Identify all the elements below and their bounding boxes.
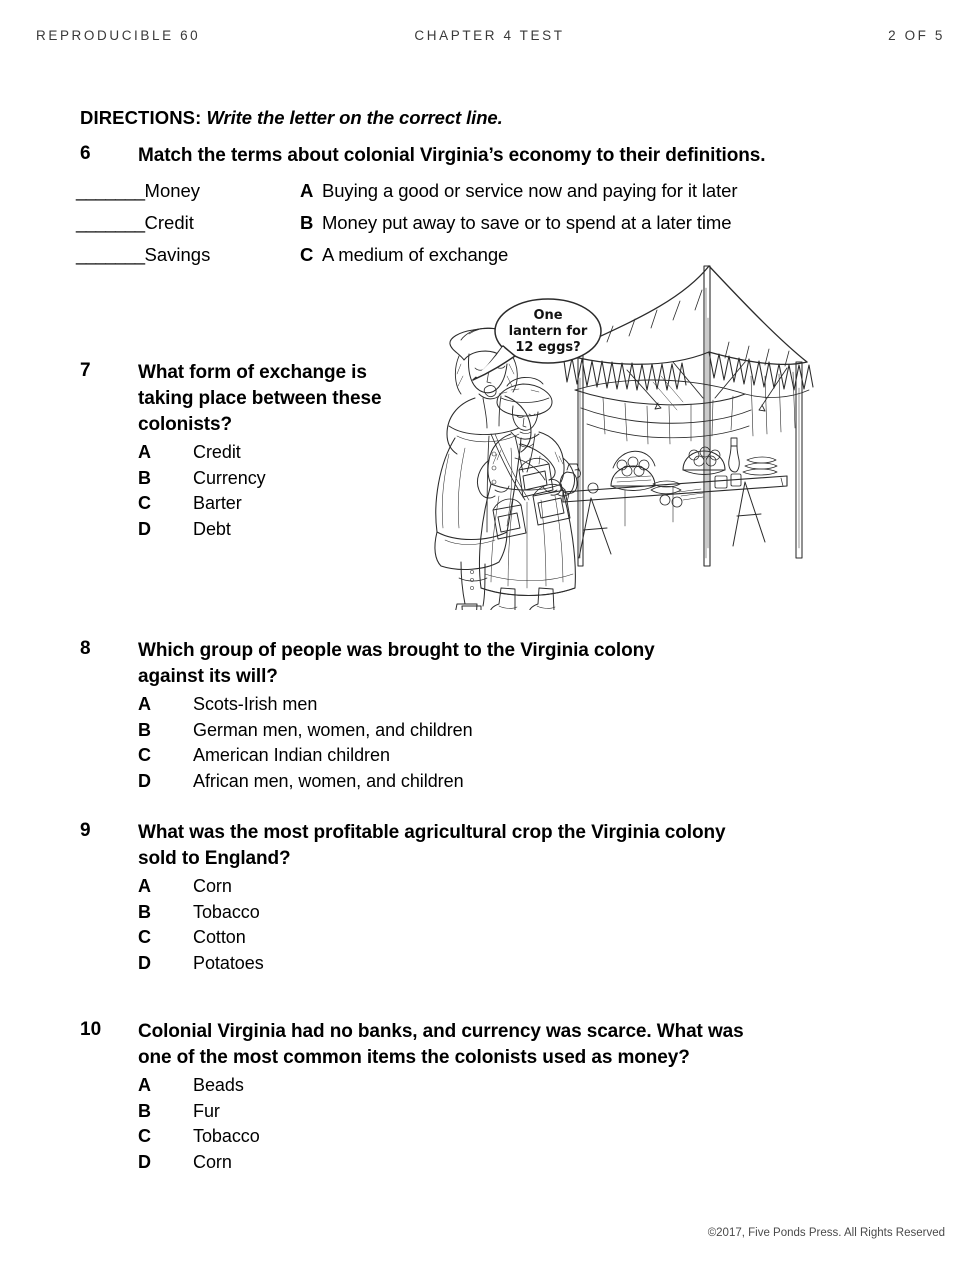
match-term-label: Credit	[144, 212, 194, 233]
choice-text: Beads	[193, 1075, 244, 1095]
match-definition-letter: A	[300, 180, 314, 201]
choice-text: Potatoes	[193, 952, 264, 973]
question-8-number: 8	[80, 638, 91, 659]
choice-letter: C	[138, 745, 151, 765]
directions-line	[80, 107, 503, 129]
match-definition-letter: B	[300, 212, 314, 233]
answer-blank[interactable]: _______	[76, 212, 145, 233]
answer-blank[interactable]: _______	[76, 180, 145, 201]
question-10-stem	[138, 1019, 744, 1071]
choice-letter: B	[138, 467, 151, 488]
running-head-left: REPRODUCIBLE 60	[36, 28, 201, 43]
choice-letter: C	[138, 1126, 151, 1146]
question-7-number: 7	[80, 360, 91, 381]
choice-text: Corn	[193, 876, 232, 896]
match-definition-text: Buying a good or service now and paying for it later	[322, 180, 738, 201]
choice-letter: D	[138, 1151, 151, 1172]
market-barter-illustration	[415, 258, 815, 610]
choice-text: African men, women, and children	[193, 770, 464, 791]
speech-bubble-line-3: 12 eggs?	[515, 340, 581, 355]
choice-letter: D	[138, 518, 151, 539]
question-6-number: 6	[80, 143, 91, 164]
match-term-row[interactable]	[76, 212, 210, 244]
match-term-label: Savings	[144, 244, 211, 265]
question-10-stem-line-2: one of the most common items the colonists used as money?	[138, 1047, 690, 1068]
choice-letter: D	[138, 770, 151, 791]
choice-letter: A	[138, 1075, 151, 1095]
match-definition-text: A medium of exchange	[322, 244, 509, 265]
directions-label: DIRECTIONS:	[80, 107, 202, 128]
choice-letter: B	[138, 1100, 151, 1121]
question-10-stem-line-1: Colonial Virginia had no banks, and currency was scarce. What was	[138, 1021, 744, 1042]
question-6-terms	[76, 180, 210, 276]
choice-text: Debt	[193, 518, 231, 539]
speech-bubble-line-1: One	[533, 308, 563, 323]
choice-text: Cotton	[193, 927, 246, 947]
speech-bubble-line-2: lantern for	[508, 324, 588, 339]
question-7-stem-line-1: What form of exchange is	[138, 362, 367, 383]
question-7-stem-line-3: colonists?	[138, 414, 233, 435]
question-8-stem	[138, 638, 655, 690]
running-head-right: 2 OF 5	[888, 28, 945, 43]
choice-text: Barter	[193, 493, 242, 513]
choice-text: Fur	[193, 1100, 220, 1121]
match-definition-text: Money put away to save or to spend at a later time	[322, 212, 732, 233]
running-head-center: CHAPTER 4 TEST	[414, 28, 565, 43]
match-term-row[interactable]	[76, 244, 210, 276]
choice-letter: A	[138, 876, 151, 896]
question-7-stem-line-2: taking place between these	[138, 388, 382, 409]
choice-text: American Indian children	[193, 745, 390, 765]
question-9-stem-line-2: sold to England?	[138, 848, 291, 869]
choice-text: Scots-Irish men	[193, 694, 318, 714]
question-9-stem	[138, 820, 725, 872]
question-8-stem-line-2: against its will?	[138, 666, 278, 687]
choice-letter: C	[138, 927, 151, 947]
choice-text: Credit	[193, 442, 241, 462]
choice-text: Tobacco	[193, 1126, 260, 1146]
choice-text: Currency	[193, 467, 266, 488]
copyright-footer: ©2017, Five Ponds Press. All Rights Reserved	[707, 1227, 945, 1239]
choice-letter: B	[138, 719, 151, 740]
question-9-number: 9	[80, 820, 91, 841]
directions-text: Write the letter on the correct line.	[206, 107, 503, 128]
choice-letter: C	[138, 493, 151, 513]
choice-text: German men, women, and children	[193, 719, 473, 740]
question-6-stem	[138, 143, 765, 169]
running-head	[0, 28, 979, 50]
match-definition-letter: C	[300, 244, 314, 265]
choice-text: Tobacco	[193, 901, 260, 922]
choice-letter: A	[138, 694, 151, 714]
choice-text: Corn	[193, 1151, 232, 1172]
match-term-row[interactable]	[76, 180, 210, 212]
question-6-stem-line-1: Match the terms about colonial Virginia’s economy to their definitions.	[138, 145, 766, 166]
choice-letter: A	[138, 442, 151, 462]
question-9-stem-line-1: What was the most profitable agricultural crop the Virginia colony	[138, 822, 726, 843]
choice-letter: B	[138, 901, 151, 922]
question-10-number: 10	[80, 1019, 102, 1040]
answer-blank[interactable]: _______	[76, 244, 145, 265]
question-7-stem	[138, 360, 381, 438]
question-8-stem-line-1: Which group of people was brought to the Virginia colony	[138, 640, 655, 661]
match-term-label: Money	[144, 180, 201, 201]
choice-letter: D	[138, 952, 151, 973]
